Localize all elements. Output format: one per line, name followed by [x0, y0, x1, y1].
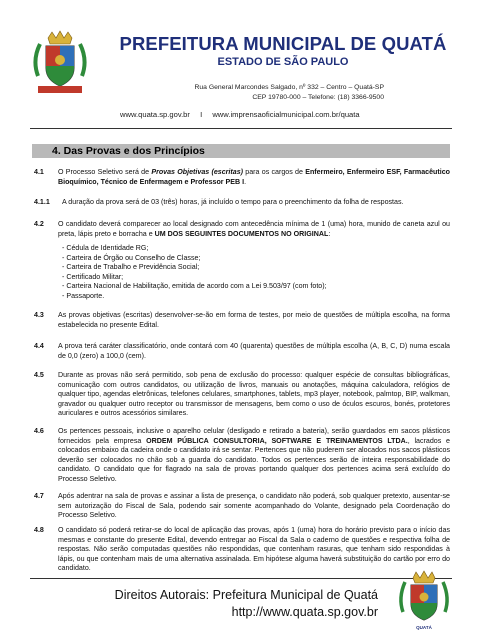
page-subtitle: ESTADO DE SÃO PAULO — [217, 56, 349, 68]
paragraph-4-4: A prova terá caráter classificatório, onde contará com 40 (quarenta) questões de múltipla escolha (A, B, C, D) numa escala de 0,0 (zero) a 100,0 (cem). — [58, 342, 450, 360]
item-number: 4.4 — [34, 342, 44, 350]
gazette-link[interactable]: www.imprensaoficialmunicipal.com.br/quata — [212, 110, 360, 119]
paragraph-4-2: O candidato deverá comparecer ao local designado com antecedência mínima de 1 (uma) hora, munido de caneta azul ou preta, lápis preto e borracha e UM DOS SEGUINTES DOCUMENTOS NO ORIGINAL: — [58, 220, 450, 238]
website-link[interactable]: www.quata.sp.gov.br — [120, 110, 190, 119]
item-number: 4.1 — [34, 168, 44, 176]
footer-website-link[interactable]: http://www.quata.sp.gov.br — [231, 605, 378, 619]
municipal-crest-icon — [30, 30, 90, 96]
paragraph-4-5: Durante as provas não será permitido, sob pena de exclusão do processo: qualquer espécie de consultas bibliográficas, comunicação com outros candidatos, ou utilização de livros, manuais ou anotações, máquina calculadora, relógios de qualquer tipo, agendas eletrônicas, telefones celulares, smartphones, tablets, mp3 player, notebook, palmtop, BIP, walkman, gravador ou qualquer outro receptor ou transmissor de mensagens, bem como o uso de óculos escuros, bonés, protetores auriculares e outros acessórios similares. — [58, 371, 450, 418]
item-number: 4.6 — [34, 427, 44, 435]
section-title: 4. Das Provas e dos Princípios — [52, 145, 205, 157]
item-number: 4.3 — [34, 311, 44, 319]
paragraph-4-6: Os pertences pessoais, inclusive o aparelho celular (desligado e retirado a bateria), serão guardados em sacos plásticos fornecidos pela empresa ORDEM PÚBLICA CONSULTORIA, SOFTWARE E TREINAMENTOS LTDA., lacrados e colocados embaixo da cadeira onde o candidato irá se sentar. Pertences que não puderem ser alocados nos sacos plásticos deverão ser colocados no chão sob a guarda do candidato. Todos os pertences serão de inteira responsabilidade do candidato. O candidato que for flagrado na sala de provas portando qualquer dos pertences acima será excluído do Processo Seletivo. — [58, 427, 450, 483]
item-number: 4.2 — [34, 220, 44, 228]
list-item: - Carteira Nacional de Habilitação, emitida de acordo com a Lei 9.503/97 (com foto); — [62, 282, 327, 291]
item-number: 4.8 — [34, 526, 44, 534]
paragraph-4-8: O candidato só poderá retirar-se do local de aplicação das provas, após 1 (uma) hora do horário previsto para o início das mesmas e constante do presente Edital, devendo entregar ao Fiscal da Sala o caderno de questões e respectiva folha de respostas. Não serão computadas questões não respondidas, que contenham rasuras, que tenham sido respondidas à lápis, ou que contenham mais de uma alternativa assinalada. Em hipótese alguma haverá substituição do cartão por erro do candidato. — [58, 526, 450, 573]
documents-list — [62, 244, 442, 302]
paragraph-4-3: As provas objetivas (escritas) desenvolver-se-ão em forma de testes, por meio de questões de múltipla escolha, na forma estabelecida no presente Edital. — [58, 311, 450, 329]
paragraph-4-1: O Processo Seletivo será de Provas Objetivas (escritas) para os cargos de Enfermeiro, Enfermeiro ESF, Farmacêutico Bioquímico, Técnico de Enfermagem e Professor PEB I. — [58, 168, 450, 186]
header-divider — [30, 128, 452, 129]
item-number: 4.1.1 — [34, 198, 50, 206]
list-item: - Passaporte. — [62, 291, 105, 300]
footer-divider — [30, 578, 452, 579]
footer-crest-caption: QUATÁ — [416, 625, 432, 630]
link-separator: I — [200, 110, 203, 119]
paragraph-4-1-1: A duração da prova será de 03 (três) horas, já incluído o tempo para o preenchimento da folha de respostas. — [62, 198, 404, 206]
footer-crest-icon — [396, 570, 452, 628]
section-band — [32, 144, 450, 158]
list-item: - Carteira de Trabalho e Previdência Social; — [62, 263, 200, 272]
address-line-2: CEP 19780-000 – Telefone: (18) 3366-9500 — [252, 94, 384, 101]
item-number: 4.7 — [34, 492, 44, 500]
page-title: PREFEITURA MUNICIPAL DE QUATÁ — [119, 33, 447, 54]
item-number: 4.5 — [34, 371, 44, 379]
list-item: - Cédula de Identidade RG; — [62, 244, 149, 252]
copyright-text: Direitos Autorais: Prefeitura Municipal de Quatá — [114, 588, 378, 602]
paragraph-4-7: Após adentrar na sala de provas e assinar a lista de presença, o candidato não poderá, sob qualquer pretexto, ausentar-se sem autorização do Fiscal de Sala, podendo sair somente acompanhado do Volante, designado pela Coordenação do Processo Seletivo. — [58, 492, 450, 520]
list-item: - Certificado Militar; — [62, 272, 124, 281]
address-line-1: Rua General Marcondes Salgado, nº 332 – Centro – Quatá-SP — [194, 84, 384, 91]
list-item: - Carteira de Órgão ou Conselho de Classe; — [62, 253, 201, 262]
header-links — [120, 110, 360, 119]
